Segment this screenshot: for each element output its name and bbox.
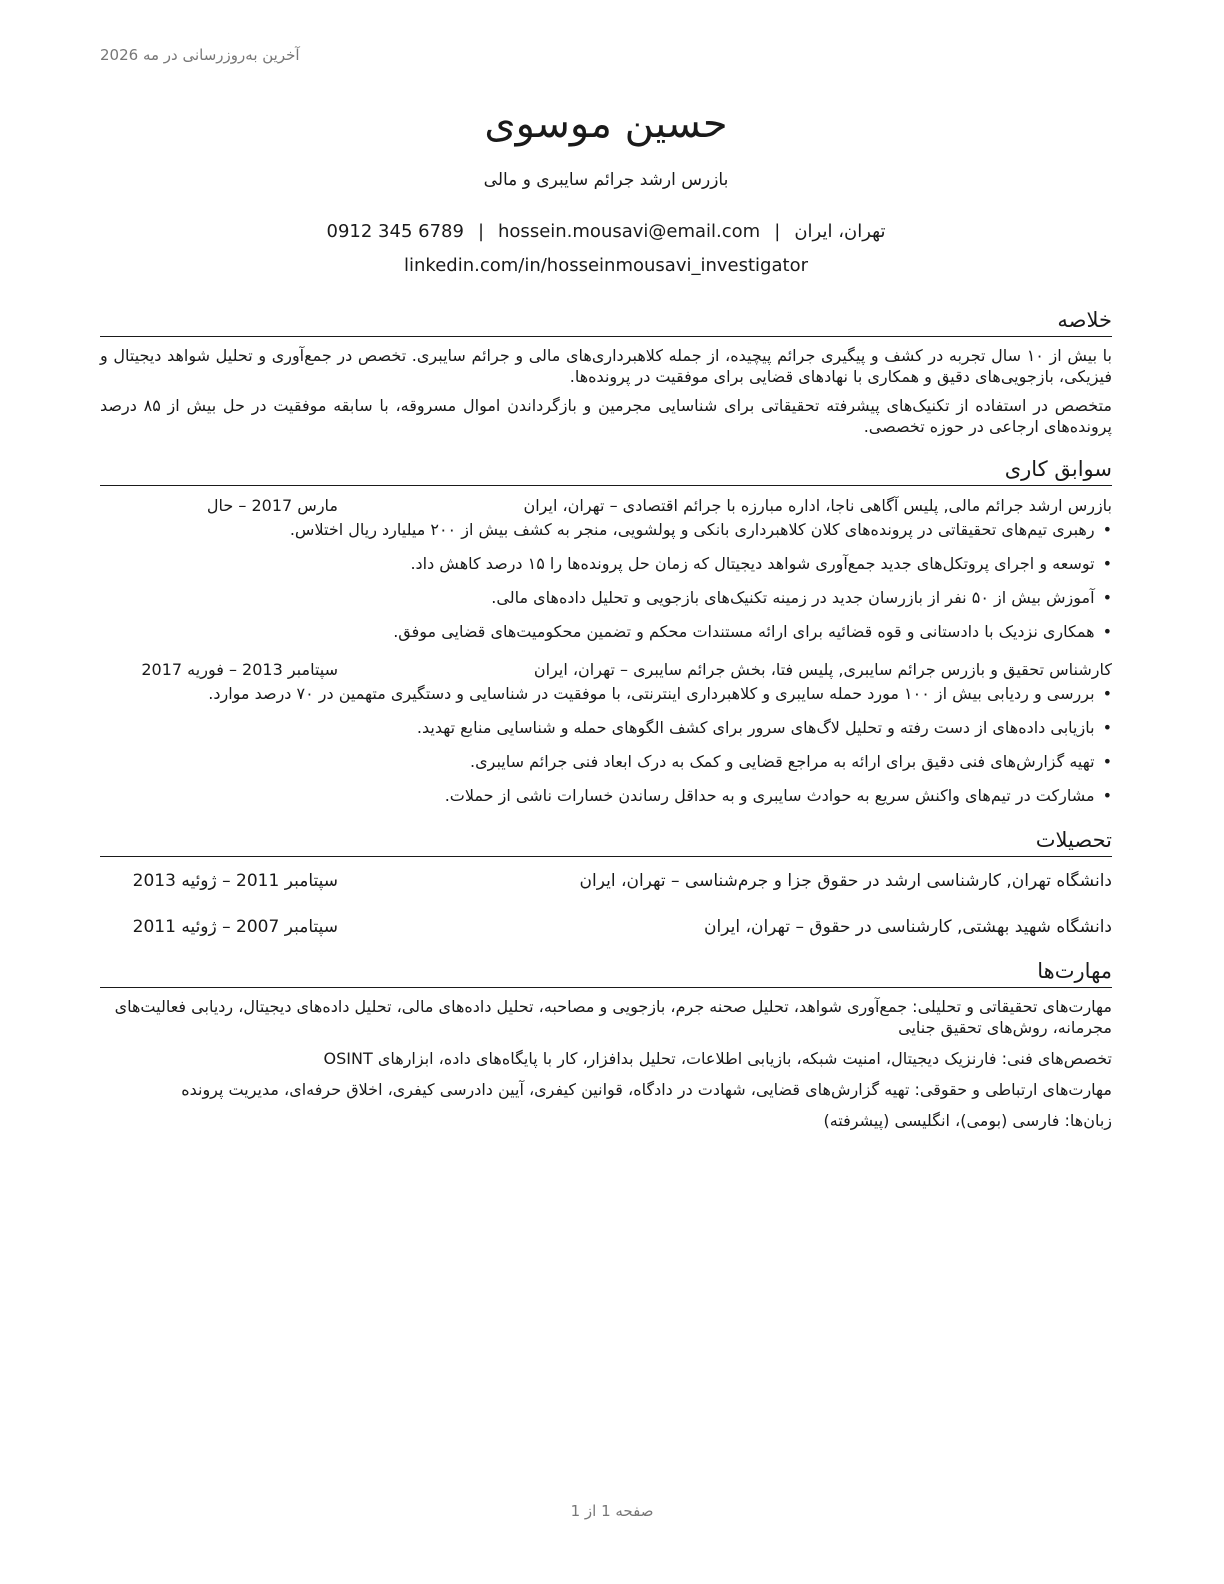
list-item: • توسعه و اجرای پروتکل‌های جدید جمع‌آوری شواهد دیجیتال که زمان حل پرونده‌ها را ۱۵ درصد کاهش داد.	[100, 552, 1112, 576]
job-role: کارشناس تحقیق و بازرس جرائم سایبری, پلیس فتا، بخش جرائم سایبری – تهران، ایران	[533, 660, 1112, 679]
last-updated: آخرین به‌روزرسانی در مه 2026	[100, 46, 300, 64]
separator: |	[774, 221, 781, 242]
summary-heading: خلاصه	[100, 306, 1112, 337]
skills-heading: مهارت‌ها	[100, 957, 1112, 988]
linkedin-link[interactable]: linkedin.com/in/hosseinmousavi_investigator	[404, 255, 808, 276]
job-role: بازرس ارشد جرائم مالی, پلیس آگاهی ناجا، اداره مبارزه با جرائم اقتصادی – تهران، ایران	[523, 496, 1112, 515]
separator: |	[477, 221, 485, 242]
list-item: • آموزش بیش از ۵۰ نفر از بازرسان جدید در زمینه تکنیک‌های بازجویی و تحلیل داده‌های مالی.	[100, 586, 1112, 610]
education-heading: تحصیلات	[100, 826, 1112, 857]
list-item: • تهیه گزارش‌های فنی دقیق برای ارائه به مراجع قضایی و کمک به درک ابعاد فنی جرائم سایبری.	[100, 750, 1112, 774]
location: تهران، ایران	[794, 221, 886, 242]
education-dates: سپتامبر 2007 – ژوئیه 2011	[132, 917, 338, 937]
education-dates: سپتامبر 2011 – ژوئیه 2013	[132, 871, 338, 891]
education-school: دانشگاه شهید بهشتی, کارشناسی در حقوق – تهران، ایران	[704, 917, 1112, 937]
candidate-name: حسین موسوی	[484, 101, 728, 147]
education-entry	[100, 915, 1112, 939]
education-entry	[100, 869, 1112, 893]
email-link[interactable]: hossein.mousavi@email.com	[498, 221, 761, 242]
phone: 0912 345 6789	[326, 221, 464, 242]
job-bullets	[100, 518, 1112, 644]
summary-paragraph: متخصص در استفاده از تکنیک‌های پیشرفته تحقیقاتی برای شناسایی مجرمین و بازگرداندن اموال مسروقه، با سابقه موفقیت در حل بیش از ۸۵ درصد پرونده‌های ارجاعی در حوزه تخصصی.	[100, 396, 1113, 436]
list-item: • مشارکت در تیم‌های واکنش سریع به حوادث سایبری و به حداقل رساندن خسارات ناشی از حملات.	[100, 784, 1112, 808]
job-bullets	[100, 682, 1112, 808]
job-entry	[100, 494, 1112, 644]
job-header	[100, 658, 1112, 682]
skill-item: مهارت‌های تحقیقاتی و تحلیلی: جمع‌آوری شواهد، تحلیل صحنه جرم، بازجویی و مصاحبه، تحلیل داده‌های مالی، تحلیل داده‌های دیجیتال، ردیابی فعالیت‌های مجرمانه، روش‌های تحقیق جنایی	[114, 997, 1112, 1037]
resume-content	[100, 92, 1112, 1141]
experience-heading: سوابق کاری	[100, 455, 1112, 486]
list-item: • همکاری نزدیک با دادستانی و قوه قضائیه برای ارائه مستندات محکم و تضمین محکومیت‌های قضایی موفق.	[100, 620, 1112, 644]
list-item: • بازیابی داده‌های از دست رفته و تحلیل لاگ‌های سرور برای کشف الگوهای حمله و شناسایی منابع تهدید.	[100, 716, 1112, 740]
education-school: دانشگاه تهران, کارشناسی ارشد در حقوق جزا و جرم‌شناسی – تهران، ایران	[579, 871, 1112, 891]
skill-item: تخصص‌های فنی: فارنزیک دیجیتال، امنیت شبکه، بازیابی اطلاعات، تحلیل بدافزار، کار با پایگاه‌های داده، ابزارهای OSINT	[323, 1049, 1112, 1068]
skill-item: زبان‌ها: فارسی (بومی)، انگلیسی (پیشرفته)	[823, 1111, 1112, 1130]
job-entry	[100, 658, 1112, 808]
contact-line	[100, 220, 1112, 244]
page-number: صفحه 1 از 1	[570, 1502, 654, 1520]
job-header	[100, 494, 1112, 518]
candidate-title: بازرس ارشد جرائم سایبری و مالی	[483, 170, 729, 190]
job-dates: سپتامبر 2013 – فوریه 2017	[141, 660, 338, 679]
summary-paragraph: با بیش از ۱۰ سال تجربه در کشف و پیگیری جرائم پیچیده، از جمله کلاهبرداری‌های مالی و جرائم سایبری. تخصص در جمع‌آوری و تحلیل شواهد دیجیتال و فیزیکی، بازجویی‌های دقیق و همکاری با نهادهای قضایی برای موفقیت در پرونده‌ها.	[100, 346, 1112, 386]
list-item: • رهبری تیم‌های تحقیقاتی در پرونده‌های کلان کلاهبرداری بانکی و پولشویی، منجر به کشف بیش از ۲۰۰ میلیارد ریال اختلاس.	[100, 518, 1112, 542]
list-item: • بررسی و ردیابی بیش از ۱۰۰ مورد حمله سایبری و کلاهبرداری اینترنتی، با موفقیت در شناسایی و دستگیری متهمین در ۷۰ درصد موارد.	[100, 682, 1112, 706]
job-dates: مارس 2017 – حال	[206, 496, 338, 515]
skill-item: مهارت‌های ارتباطی و حقوقی: تهیه گزارش‌های قضایی، شهادت در دادگاه، قوانین کیفری، آیین دادرسی کیفری، اخلاق حرفه‌ای، مدیریت پرونده	[181, 1080, 1112, 1099]
